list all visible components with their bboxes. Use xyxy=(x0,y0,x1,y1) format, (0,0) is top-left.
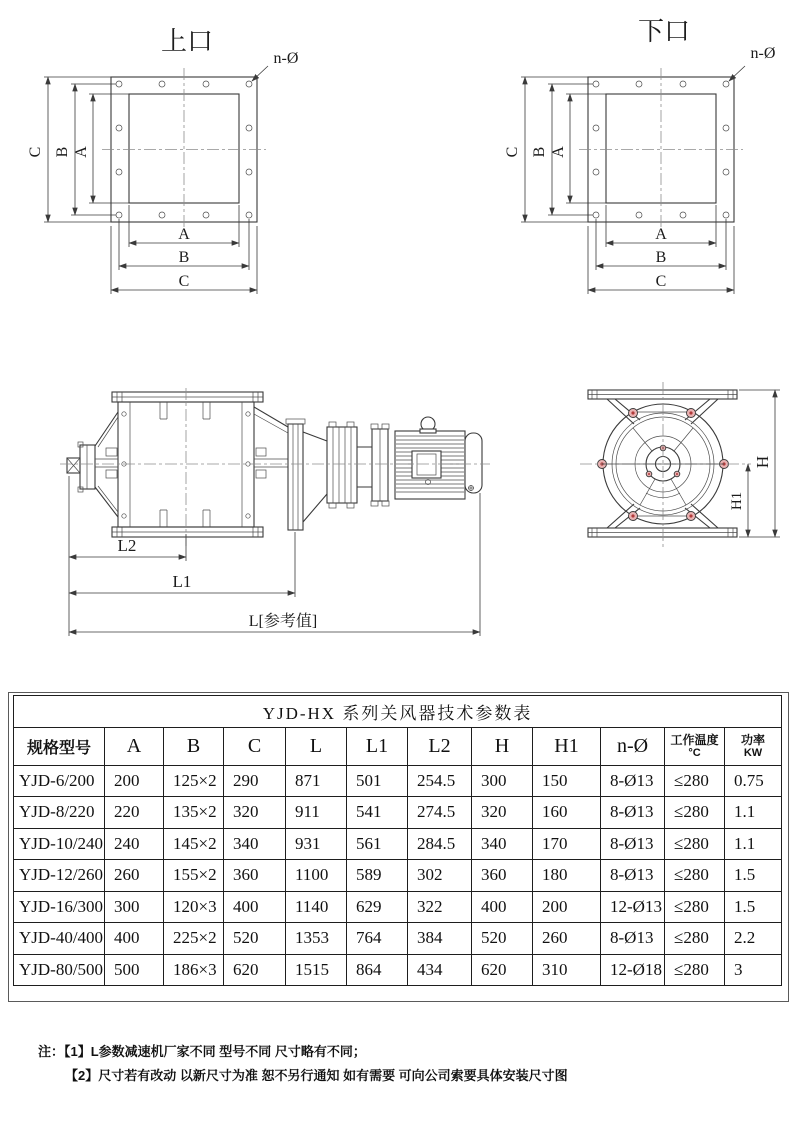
spec-cell: 135×2 xyxy=(164,797,224,829)
dim-label-a-bottom: A xyxy=(178,226,190,243)
spec-cell: 500 xyxy=(105,954,164,986)
spec-cell: 764 xyxy=(347,923,408,955)
spec-table xyxy=(13,695,782,986)
spec-cell: 8-Ø13 xyxy=(601,797,665,829)
note-prefix: 注： xyxy=(38,1044,65,1059)
flange-top-view-drawing xyxy=(27,26,298,294)
spec-cell: 1.5 xyxy=(725,860,782,892)
model-cell: YJD-16/300 xyxy=(14,891,105,923)
spec-cell: 200 xyxy=(533,891,601,923)
spec-cell: 300 xyxy=(472,765,533,797)
column-header: n-Ø xyxy=(601,727,665,765)
spec-cell: 3 xyxy=(725,954,782,986)
spec-cell: 125×2 xyxy=(164,765,224,797)
spec-cell: 260 xyxy=(533,923,601,955)
spec-cell: ≤280 xyxy=(665,954,725,986)
spec-cell: 384 xyxy=(408,923,472,955)
spec-table-frame xyxy=(8,692,789,1002)
dim-label-b-left: B xyxy=(531,146,548,158)
column-header: L xyxy=(286,727,347,765)
flange-bottom-view-drawing xyxy=(504,16,775,294)
spec-cell: 400 xyxy=(105,923,164,955)
column-header: C xyxy=(224,727,286,765)
spec-cell: 541 xyxy=(347,797,408,829)
note-line-1 xyxy=(38,1040,568,1064)
spec-cell: 501 xyxy=(347,765,408,797)
spec-row xyxy=(14,923,782,955)
dim-label-h1: H1 xyxy=(729,491,745,511)
spec-cell: 12-Ø13 xyxy=(601,891,665,923)
dim-label-b-bottom: B xyxy=(178,249,190,266)
spec-cell: 284.5 xyxy=(408,828,472,860)
spec-cell: 1.1 xyxy=(725,828,782,860)
column-header: L1 xyxy=(347,727,408,765)
spec-cell: 8-Ø13 xyxy=(601,828,665,860)
spec-cell: 8-Ø13 xyxy=(601,860,665,892)
column-header: L2 xyxy=(408,727,472,765)
dim-label-h: H xyxy=(753,455,772,469)
dim-label-l1: L1 xyxy=(172,572,192,591)
spec-cell: 274.5 xyxy=(408,797,472,829)
spec-cell: 520 xyxy=(224,923,286,955)
spec-cell: 1353 xyxy=(286,923,347,955)
column-header: 功率 KW xyxy=(725,727,782,765)
model-cell: YJD-40/400 xyxy=(14,923,105,955)
spec-cell: 1100 xyxy=(286,860,347,892)
column-header: H xyxy=(472,727,533,765)
spec-cell: 220 xyxy=(105,797,164,829)
spec-cell: 620 xyxy=(224,954,286,986)
dim-label-c-bottom: C xyxy=(655,273,667,290)
spec-cell: 120×3 xyxy=(164,891,224,923)
spec-cell: 911 xyxy=(286,797,347,829)
spec-cell: 340 xyxy=(224,828,286,860)
side-view-drawing xyxy=(60,388,490,636)
spec-cell: 12-Ø18 xyxy=(601,954,665,986)
spec-cell: 340 xyxy=(472,828,533,860)
dim-label-c-bottom: C xyxy=(178,273,190,290)
spec-cell: 320 xyxy=(224,797,286,829)
dim-label-l2: L2 xyxy=(117,536,137,555)
spec-cell: 620 xyxy=(472,954,533,986)
model-cell: YJD-8/220 xyxy=(14,797,105,829)
spec-cell: 254.5 xyxy=(408,765,472,797)
table-title-row xyxy=(14,696,782,728)
spec-cell: ≤280 xyxy=(665,860,725,892)
spec-row xyxy=(14,797,782,829)
spec-cell: 310 xyxy=(533,954,601,986)
spec-cell: 145×2 xyxy=(164,828,224,860)
table-title: YJD-HX 系列关风器技术参数表 xyxy=(14,696,782,728)
spec-cell: ≤280 xyxy=(665,828,725,860)
note-1-text: 【1】L参数减速机厂家不同 型号不同 尺寸略有不同； xyxy=(64,1044,366,1059)
spec-cell: 2.2 xyxy=(725,923,782,955)
dim-label-c-left: C xyxy=(27,146,44,158)
spec-cell: 1.5 xyxy=(725,891,782,923)
spec-cell: 0.75 xyxy=(725,765,782,797)
dim-label-l-reference: L[参考值] xyxy=(248,613,318,630)
spec-cell: 8-Ø13 xyxy=(601,923,665,955)
column-header: A xyxy=(105,727,164,765)
spec-cell: ≤280 xyxy=(665,923,725,955)
column-header: H1 xyxy=(533,727,601,765)
flange-bottom-holes-label: n-Ø xyxy=(750,45,776,62)
model-cell: YJD-6/200 xyxy=(14,765,105,797)
spec-cell: 1.1 xyxy=(725,797,782,829)
spec-cell: 629 xyxy=(347,891,408,923)
column-header: B xyxy=(164,727,224,765)
spec-cell: ≤280 xyxy=(665,797,725,829)
footnotes xyxy=(38,1040,568,1088)
spec-cell: 520 xyxy=(472,923,533,955)
flange-bottom-title: 下口 xyxy=(637,16,691,46)
dim-label-c-left: C xyxy=(504,146,521,158)
spec-row xyxy=(14,860,782,892)
note-line-2: 【2】尺寸若有改动 以新尺寸为准 恕不另行通知 如有需要 可向公司索要具体安装尺寸图 xyxy=(65,1068,568,1083)
dim-label-b-left: B xyxy=(54,146,71,158)
spec-row xyxy=(14,891,782,923)
model-cell: YJD-12/260 xyxy=(14,860,105,892)
spec-cell: 260 xyxy=(105,860,164,892)
spec-cell: 300 xyxy=(105,891,164,923)
spec-cell: 186×3 xyxy=(164,954,224,986)
spec-cell: 561 xyxy=(347,828,408,860)
spec-cell: 180 xyxy=(533,860,601,892)
model-cell: YJD-10/240 xyxy=(14,828,105,860)
spec-cell: 150 xyxy=(533,765,601,797)
spec-cell: 290 xyxy=(224,765,286,797)
spec-row xyxy=(14,828,782,860)
spec-cell: 931 xyxy=(286,828,347,860)
dim-label-a-left: A xyxy=(550,146,567,158)
spec-cell: 1140 xyxy=(286,891,347,923)
spec-cell: 589 xyxy=(347,860,408,892)
spec-cell: 400 xyxy=(472,891,533,923)
model-cell: YJD-80/500 xyxy=(14,954,105,986)
spec-cell: 302 xyxy=(408,860,472,892)
spec-cell: 320 xyxy=(472,797,533,829)
spec-row xyxy=(14,954,782,986)
spec-row xyxy=(14,765,782,797)
column-header: 规格型号 xyxy=(14,727,105,765)
spec-cell: 240 xyxy=(105,828,164,860)
spec-cell: 160 xyxy=(533,797,601,829)
spec-cell: 170 xyxy=(533,828,601,860)
dim-label-a-bottom: A xyxy=(655,226,667,243)
dim-label-a-left: A xyxy=(73,146,90,158)
spec-cell: ≤280 xyxy=(665,891,725,923)
end-view-drawing xyxy=(580,382,780,549)
spec-cell: 871 xyxy=(286,765,347,797)
spec-cell: 155×2 xyxy=(164,860,224,892)
spec-cell: 864 xyxy=(347,954,408,986)
spec-cell: 434 xyxy=(408,954,472,986)
spec-cell: ≤280 xyxy=(665,765,725,797)
spec-cell: 322 xyxy=(408,891,472,923)
spec-cell: 200 xyxy=(105,765,164,797)
table-header-row xyxy=(14,727,782,765)
spec-cell: 8-Ø13 xyxy=(601,765,665,797)
flange-top-holes-label: n-Ø xyxy=(273,50,299,67)
spec-cell: 360 xyxy=(472,860,533,892)
dim-label-b-bottom: B xyxy=(655,249,667,266)
spec-cell: 1515 xyxy=(286,954,347,986)
spec-cell: 360 xyxy=(224,860,286,892)
spec-cell: 225×2 xyxy=(164,923,224,955)
flange-top-title: 上口 xyxy=(160,26,214,56)
spec-cell: 400 xyxy=(224,891,286,923)
column-header: 工作温度 °C xyxy=(665,727,725,765)
